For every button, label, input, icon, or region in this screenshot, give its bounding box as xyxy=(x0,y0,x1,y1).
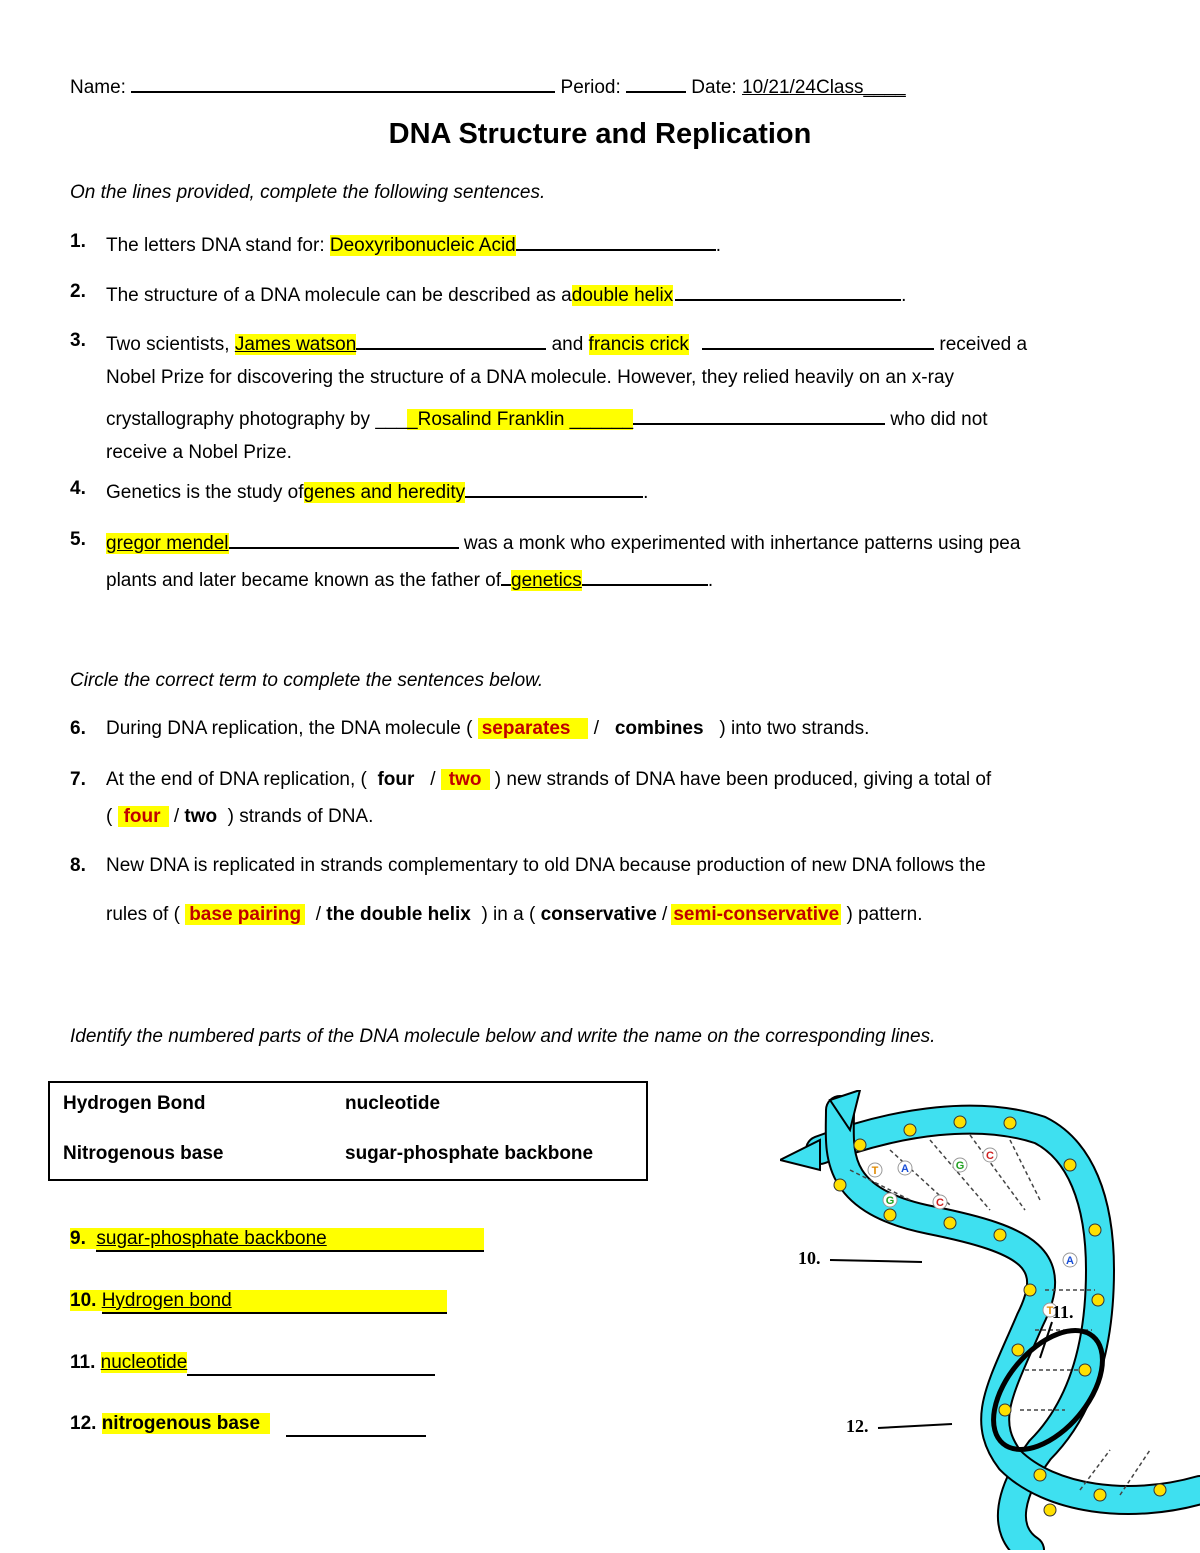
q8-separator: / xyxy=(315,904,321,925)
q3-answer1[interactable]: James watson xyxy=(234,334,357,355)
dna-diagram xyxy=(780,1090,1200,1550)
q3-answer2-line[interactable] xyxy=(702,330,934,350)
q1 xyxy=(106,231,721,257)
q7-post: ) new strands of DNA have been produced, giving a total of xyxy=(494,769,992,790)
q3-line1 xyxy=(106,330,1027,356)
q2-text: The structure of a DNA molecule can be described as a xyxy=(106,285,572,306)
q3-line4: receive a Nobel Prize. xyxy=(106,442,292,463)
q7-separator: / xyxy=(430,769,436,790)
q5-text2: plants and later became known as the father of xyxy=(106,570,502,591)
q4 xyxy=(106,478,648,504)
q7-option-four-total[interactable]: four xyxy=(118,806,169,827)
word-bank xyxy=(48,1081,648,1181)
q7-option-two-total[interactable]: two xyxy=(184,806,218,827)
class-label: Class____ xyxy=(815,77,906,98)
date-label: Date: xyxy=(691,77,737,98)
q6-option-combines[interactable]: combines xyxy=(614,718,704,739)
q2 xyxy=(106,281,906,307)
q2-answer[interactable]: double helix xyxy=(571,285,674,306)
answer-9 xyxy=(70,1228,484,1252)
q8-number: 8. xyxy=(70,855,86,876)
q4-end: . xyxy=(643,482,649,503)
q5-answer2[interactable]: genetics xyxy=(511,570,582,591)
q8-mid: ) in a ( xyxy=(481,904,536,925)
q3-line3 xyxy=(106,405,988,431)
q2-number: 2. xyxy=(70,281,86,302)
q5-end: . xyxy=(707,570,714,591)
base-letter: C xyxy=(936,1197,944,1209)
q7-option-two[interactable]: two xyxy=(441,769,490,790)
q3-line3-pre: crystallography photography by ___ xyxy=(106,409,408,430)
q8-option-double-helix[interactable]: the double helix xyxy=(326,904,471,925)
q5-number: 5. xyxy=(70,529,86,550)
base-letter: T xyxy=(1046,1305,1054,1317)
period-field[interactable] xyxy=(626,73,686,93)
q7-separator2: / xyxy=(173,806,180,827)
answer-12-number: 12. xyxy=(70,1413,97,1434)
word-bank-item: nucleotide xyxy=(345,1093,441,1114)
name-field[interactable] xyxy=(131,73,555,93)
q5-answer2-lead xyxy=(501,566,511,586)
q7-line2-post: ) strands of DNA. xyxy=(227,806,374,827)
q6 xyxy=(106,718,869,740)
q4-text: Genetics is the study of xyxy=(106,482,304,503)
q1-answer[interactable]: Deoxyribonucleic Acid xyxy=(329,235,516,256)
q3-pre: Two scientists, xyxy=(106,334,230,355)
q3-answer2[interactable]: francis crick xyxy=(588,334,689,355)
q8-option-base-pairing[interactable]: base pairing xyxy=(185,904,305,925)
q6-post: ) into two strands. xyxy=(719,718,870,739)
answer-11-number: 11. xyxy=(70,1352,96,1373)
q1-end: . xyxy=(715,235,722,256)
q1-number: 1. xyxy=(70,231,86,252)
base-letter: T xyxy=(871,1165,879,1177)
word-bank-item: Hydrogen Bond xyxy=(63,1093,206,1114)
answer-11 xyxy=(70,1352,435,1376)
q7-line2-pre: ( xyxy=(106,806,113,827)
section3-instruction: Identify the numbered parts of the DNA molecule below and write the name on the corresponding lines. xyxy=(70,1026,936,1047)
answer-12-line[interactable] xyxy=(286,1413,426,1437)
q3-number: 3. xyxy=(70,330,86,351)
base-letter: A xyxy=(901,1163,909,1175)
q3-mid: and xyxy=(551,334,584,355)
answer-10 xyxy=(70,1290,447,1314)
q3-line3-post: who did not xyxy=(890,409,988,430)
word-bank-item: Nitrogenous base xyxy=(63,1143,224,1164)
header-line xyxy=(70,73,906,99)
leader-line-10 xyxy=(830,1260,922,1262)
q5-answer2-line[interactable] xyxy=(582,566,708,586)
q8-separator2: / xyxy=(662,904,668,925)
q7-option-four[interactable]: four xyxy=(377,769,415,790)
answer-12 xyxy=(70,1413,426,1437)
q8-option-conservative[interactable]: conservative xyxy=(540,904,657,925)
base-letter: G xyxy=(885,1195,895,1207)
q6-separator: / xyxy=(593,718,600,739)
word-bank-item: sugar-phosphate backbone xyxy=(345,1143,594,1164)
name-label: Name: xyxy=(70,77,126,98)
q3-answer3-line[interactable] xyxy=(633,405,885,425)
q8-line1: New DNA is replicated in strands complementary to old DNA because production of new DNA follows the xyxy=(106,855,986,876)
q7-line1 xyxy=(106,769,991,791)
q7-pre: At the end of DNA replication, ( xyxy=(106,769,367,790)
q8-line2 xyxy=(106,904,922,926)
base-letter: C xyxy=(986,1150,994,1162)
q3-answer1-line[interactable] xyxy=(356,330,546,350)
q5-text1: was a monk who experimented with inhertance patterns using pea xyxy=(463,533,1021,554)
q3-line2: Nobel Prize for discovering the structure of a DNA molecule. However, they relied heavily on an x-ray xyxy=(106,367,955,388)
answer-11-field[interactable]: nucleotide xyxy=(100,1352,188,1373)
q5-line1 xyxy=(106,529,1020,555)
base-letter: A xyxy=(1066,1255,1074,1267)
q4-number: 4. xyxy=(70,478,86,499)
q7-number: 7. xyxy=(70,769,86,790)
q8-pre: rules of ( xyxy=(106,904,180,925)
q3-post1: received a xyxy=(939,334,1028,355)
base-letter: G xyxy=(955,1160,965,1172)
q4-answer-line[interactable] xyxy=(465,478,643,498)
period-label: Period: xyxy=(560,77,621,98)
q8-post: ) pattern. xyxy=(846,904,923,925)
q1-text: The letters DNA stand for: xyxy=(106,235,325,256)
answer-10-number: 10. xyxy=(70,1290,97,1311)
date-value[interactable]: 10/21/24 xyxy=(742,77,816,98)
q8-option-semi-conservative[interactable]: semi-conservative xyxy=(673,904,840,925)
q1-answer-line[interactable] xyxy=(516,231,716,251)
q2-answer-line[interactable] xyxy=(675,281,901,301)
q4-answer[interactable]: genes and heredity xyxy=(303,482,466,503)
diagram-label-12: 12. xyxy=(846,1416,869,1436)
q2-end: . xyxy=(901,285,907,306)
answer-9-number: 9. xyxy=(70,1228,86,1249)
q6-number: 6. xyxy=(70,718,86,739)
section1-instruction: On the lines provided, complete the following sentences. xyxy=(70,182,546,203)
diagram-label-10: 10. xyxy=(798,1248,821,1268)
section2-instruction: Circle the correct term to complete the sentences below. xyxy=(70,670,544,691)
page-title: DNA Structure and Replication xyxy=(388,118,812,150)
q7-line2 xyxy=(106,806,373,828)
leader-line-12 xyxy=(878,1424,952,1428)
q6-pre: During DNA replication, the DNA molecule ( xyxy=(106,718,473,739)
strand-end-arrow xyxy=(780,1140,820,1170)
answer-11-line[interactable] xyxy=(187,1352,435,1376)
q6-option-separates[interactable]: separates xyxy=(478,718,589,739)
q3-answer3[interactable]: _Rosalind Franklin ______ xyxy=(407,409,634,430)
q5-line2 xyxy=(106,566,713,592)
q5-answer1[interactable]: gregor mendel xyxy=(106,533,229,554)
answer-9-field[interactable]: sugar-phosphate backbone xyxy=(96,1228,484,1252)
backbone-strand-2 xyxy=(840,1110,1200,1500)
answer-12-field[interactable]: nitrogenous base xyxy=(102,1413,270,1434)
diagram-label-11: 11. xyxy=(1052,1302,1074,1322)
q5-answer1-line[interactable] xyxy=(229,529,459,549)
answer-10-field[interactable]: Hydrogen bond xyxy=(102,1290,447,1314)
